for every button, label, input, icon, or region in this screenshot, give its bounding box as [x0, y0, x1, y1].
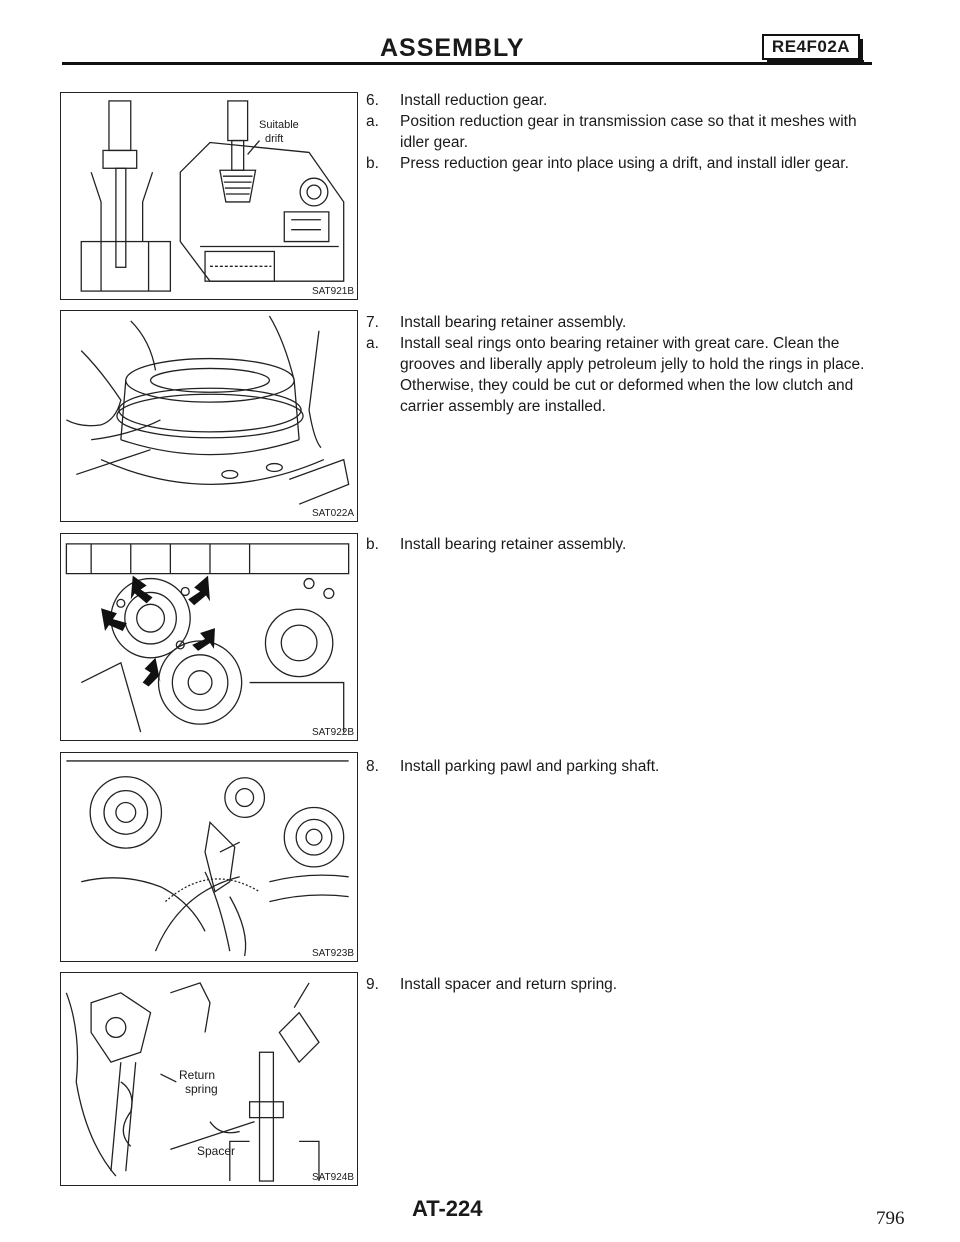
step-number: a. — [366, 113, 379, 130]
figure-bearing-retainer — [60, 533, 358, 741]
bearing-retainer-illustration — [61, 534, 357, 740]
seal-rings-illustration — [61, 311, 357, 521]
figure-code: SAT923B — [311, 948, 354, 959]
step-row — [366, 756, 866, 777]
step-7-block — [366, 312, 866, 417]
callout-return: Return — [179, 1068, 216, 1082]
step-row — [366, 312, 866, 333]
step-number: 8. — [366, 758, 379, 775]
step-text: Install seal rings onto bearing retainer with great care. Clean the grooves and liberally apply petroleum jelly to hold the rings in place. Otherwise, they could be cut or deformed when the low clutch and carrier assembly are installed. — [400, 335, 865, 415]
parking-pawl-illustration — [61, 753, 357, 961]
reduction-gear-illustration — [61, 93, 357, 299]
figure-reduction-gear — [60, 92, 358, 300]
figure-code: SAT921B — [311, 286, 354, 297]
callout-spring: spring — [185, 1082, 218, 1096]
page-title: ASSEMBLY — [380, 34, 525, 62]
step-row — [366, 333, 866, 417]
callout-suitable: Suitable — [259, 119, 299, 131]
step-row — [366, 90, 866, 111]
step-text: Press reduction gear into place using a drift, and install idler gear. — [400, 155, 849, 172]
step-number: b. — [366, 536, 379, 553]
figure-code: SAT924B — [311, 1172, 354, 1183]
step-number: a. — [366, 335, 379, 352]
step-number: 9. — [366, 976, 379, 993]
page-label: AT-224 — [412, 1196, 483, 1221]
step-text: Position reduction gear in transmission case so that it meshes with idler gear. — [400, 113, 857, 151]
step-number: 7. — [366, 314, 379, 331]
step-number: b. — [366, 155, 379, 172]
callout-spacer: Spacer — [197, 1144, 236, 1158]
step-9-block — [366, 974, 866, 995]
header-divider — [62, 62, 872, 65]
step-row — [366, 534, 866, 555]
step-text: Install bearing retainer assembly. — [400, 536, 627, 553]
step-text: Install reduction gear. — [400, 92, 548, 109]
figure-parking-pawl — [60, 752, 358, 962]
step-row — [366, 974, 866, 995]
step-number: 6. — [366, 92, 379, 109]
figure-code: SAT022A — [311, 508, 354, 519]
step-6-block — [366, 90, 866, 174]
figure-seal-rings — [60, 310, 358, 522]
callout-drift: drift — [265, 133, 284, 145]
figure-code: SAT922B — [311, 727, 354, 738]
step-text: Install spacer and return spring. — [400, 976, 618, 993]
step-text: Install parking pawl and parking shaft. — [400, 758, 660, 775]
step-8-block — [366, 756, 866, 777]
step-7b-block — [366, 534, 866, 555]
figure-return-spring — [60, 972, 358, 1186]
model-code-badge: RE4F02A — [762, 34, 860, 60]
step-row — [366, 111, 866, 153]
page-number: 796 — [876, 1208, 905, 1229]
step-row — [366, 153, 866, 174]
step-text: Install bearing retainer assembly. — [400, 314, 627, 331]
